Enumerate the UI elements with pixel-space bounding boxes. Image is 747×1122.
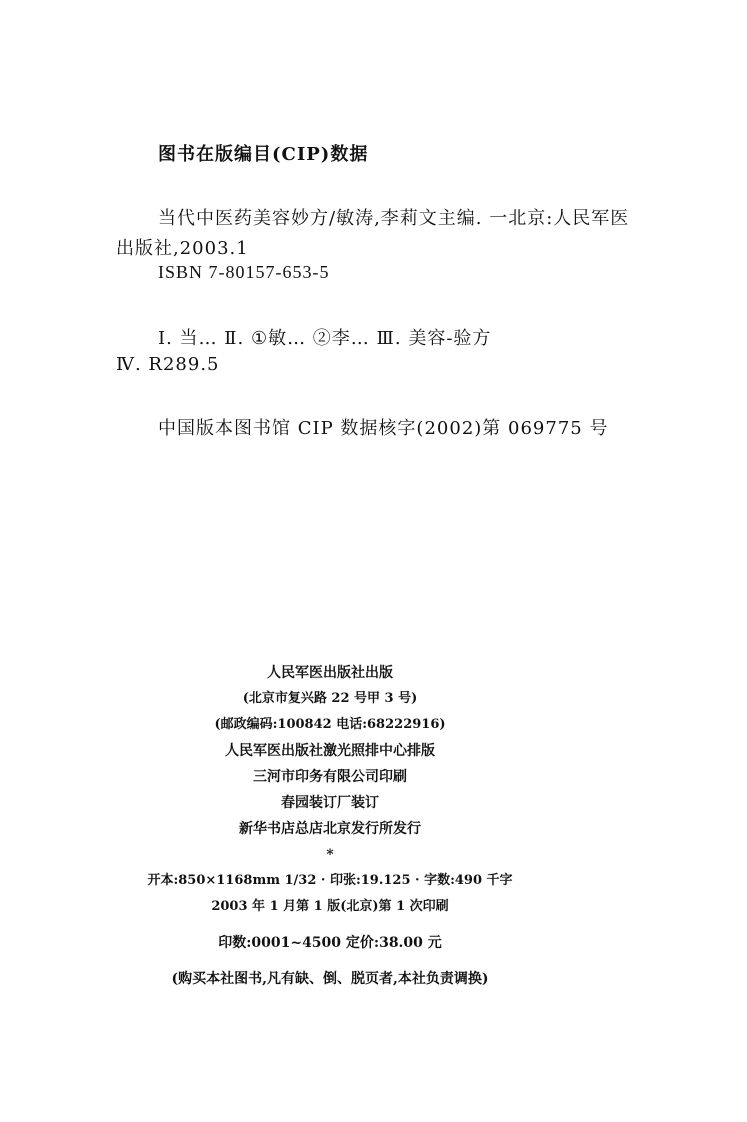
imprint-spacer-2 [0, 956, 660, 966]
cip-entry-line1: 当代中医药美容妙方/敏涛,李莉文主编. 一北京:人民军医 [158, 208, 630, 229]
imprint-spacer [0, 920, 660, 930]
imprint-defect-notice: (购买本社图书,凡有缺、倒、脱页者,本社负责调换) [171, 971, 489, 987]
cip-isbn: ISBN 7-80157-653-5 [158, 262, 330, 282]
imprint-distribution: 新华书店总店北京发行所发行 [239, 821, 421, 837]
imprint-publisher: 人民军医出版社出版 [267, 665, 393, 681]
imprint-printing: 三河市印务有限公司印刷 [253, 769, 407, 785]
cip-verification-number: 中国版本图书馆 CIP 数据核字(2002)第 069775 号 [158, 418, 609, 439]
cip-subject-line2: Ⅳ. R289.5 [116, 354, 220, 375]
imprint-address: (北京市复兴路 22 号甲 3 号) [242, 691, 418, 706]
imprint-typesetting: 人民军医出版社激光照排中心排版 [225, 743, 435, 759]
imprint-binding: 春园装订厂装订 [281, 795, 379, 811]
imprint-block [0, 660, 660, 992]
imprint-separator: * [326, 847, 334, 863]
cip-entry-line2: 出版社,2003.1 [116, 238, 249, 259]
imprint-format: 开本:850×1168mm 1/32 · 印张:19.125 · 字数:490 千字 [147, 873, 513, 888]
imprint-edition: 2003 年 1 月第 1 版(北京)第 1 次印刷 [211, 899, 449, 914]
imprint-print-run-price: 印数:0001~4500 定价:38.00 元 [218, 935, 442, 951]
cip-subject-line1: Ⅰ. 当… Ⅱ. ①敏… ②李… Ⅲ. 美容-验方 [158, 328, 492, 349]
cip-heading: 图书在版编目(CIP)数据 [158, 144, 369, 165]
imprint-postal-phone: (邮政编码:100842 电话:68222916) [214, 717, 446, 732]
